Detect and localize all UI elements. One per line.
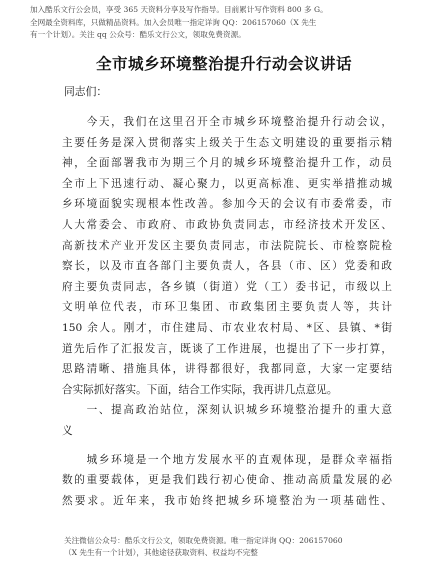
- body-line: 高新技术产业开发区主要负责同志，市法院院长、市检察院检: [62, 239, 392, 252]
- section-heading-line: 一、提高政治站位，深刻认识城乡环境整治提升的重大意: [62, 404, 392, 417]
- footer-note-line: （X 先生有一个计划），其他途径获取资料、权益均不完整: [64, 548, 258, 557]
- body-line: 道先后作了汇报发言，既谈了工作进展，也提出了下一步打算，: [62, 342, 392, 355]
- document-body: [62, 112, 392, 511]
- document-title: 全市城乡环境整治提升行动会议讲话: [95, 55, 352, 73]
- body-line: 神，全面部署我市为期三个月的城乡环境整治提升工作，动员: [62, 157, 392, 170]
- header-note-line: 有一个计划）。关注 qq 公众号：酷乐文行公文，领取免费资源。: [30, 30, 246, 39]
- body-line: 察长，以及市直各部门主要负责人，各县（市、区）党委和政: [62, 260, 392, 273]
- body-line: 文明单位代表，市环卫集团、市政集团主要负责人等，共计: [62, 301, 392, 314]
- header-note-line: 全网最全资料库，只做精品资料。加入会员唯一指定详询 QQ：206157060（X 先生: [30, 17, 317, 27]
- body-line: 乡环境面貌实现根本性改善。参加今天的会议有市委常委，市: [62, 198, 392, 211]
- header-note: [30, 4, 426, 42]
- body-line: 150 余人。刚才，市住建局、市农业农村局、*区、县镇、*街: [62, 321, 392, 334]
- section-body-line: 城乡环境是一个地方发展水平的直观体现，是群众幸福指: [62, 453, 392, 466]
- section-body-line: 然要求。近年来，我市始终把城乡环境整治为一项基础性、: [62, 494, 392, 507]
- footer-note-line: 关注微信公众号：酷乐文行公文，领取免费资源。唯一指定详询 QQ：206157060: [64, 536, 343, 545]
- body-line: 府主要负责同志，各乡镇（街道）党（工）委书记，市级以上: [62, 280, 392, 293]
- body-line: 合实际抓好落实。下面，结合工作实际，我再讲几点意见。: [62, 383, 338, 396]
- header-note-line: 加入酷乐文行公会员，享受 365 天资料分享及写作指导。目前累计写作资料 800 多 G。: [30, 5, 328, 14]
- body-line: 人大常委会、市政府、市政协负责同志，市经济技术开发区、: [62, 218, 392, 231]
- section-body-line: 数的重要载体，更是我们践行初心使命、推动高质量发展的必: [62, 474, 392, 487]
- greeting: 同志们：: [64, 85, 108, 98]
- body-line: 全市上下迅速行动、凝心聚力，以更高标准、更实举措推动城: [62, 177, 392, 190]
- body-line: 今天，我们在这里召开全市城乡环境整治提升行动会议，: [62, 116, 392, 128]
- body-line: 思路清晰、措施具体，讲得都很好，我都同意，大家一定要结: [62, 363, 392, 376]
- section-heading-line: 义: [62, 424, 73, 437]
- footer-note: [64, 535, 404, 559]
- body-line: 主要任务是深入贯彻落实上级关于生态文明建设的重要指示精: [62, 136, 392, 149]
